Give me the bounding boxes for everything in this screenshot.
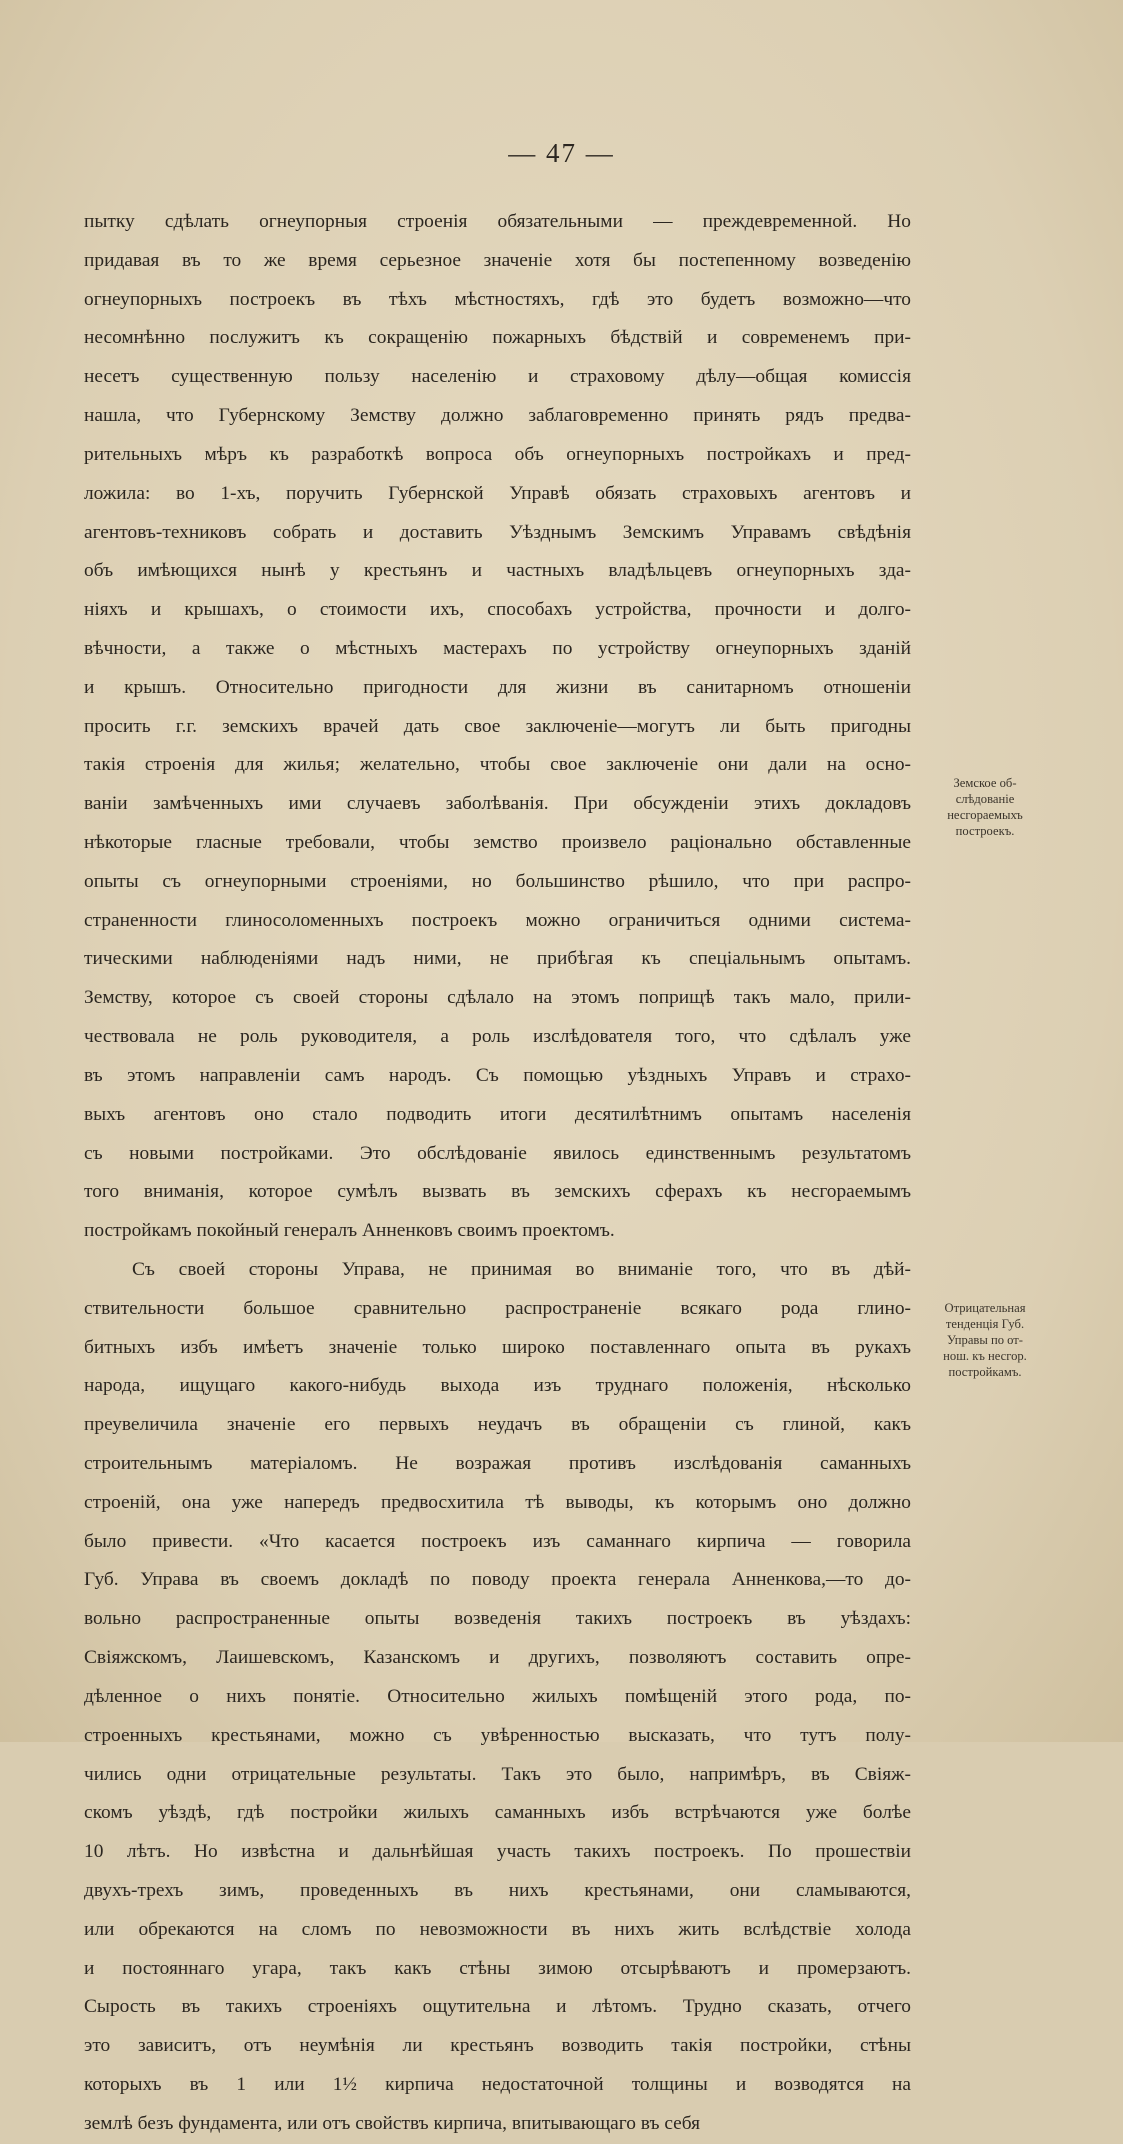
text-line: Сырость въ такихъ строеніяхъ ощутительна и лѣтомъ. Трудно сказать, отчего (84, 1996, 911, 2018)
marginal-note-line: построекъ. (955, 824, 1015, 838)
text-line: чились одни отрицательные результаты. Такъ это было, напримѣръ, въ Свіяж- (84, 1763, 911, 1785)
text-line: пытку сдѣлать огнеупорныя строенія обязательными — преждевременной. Но (84, 211, 911, 232)
text-line: битныхъ избъ имѣетъ значеніе только широко поставленнаго опыта въ рукахъ (84, 1336, 911, 1358)
text-line: рительныхъ мѣръ къ разработкѣ вопроса объ огнеупорныхъ постройкахъ и пред- (84, 443, 911, 465)
marginal-note-line: постройкамъ. (948, 1365, 1022, 1379)
marginal-note-line: тенденція Губ. (945, 1317, 1025, 1331)
text-line: было привести. «Что касается построекъ изъ саманнаго кирпича — говорила (84, 1530, 911, 1552)
text-line: огнеупорныхъ построекъ въ тѣхъ мѣстностяхъ, гдѣ это будетъ возможно—что (84, 288, 911, 310)
text-line: Съ своей стороны Управа, не принимая во вниманіе того, что въ дѣй- (132, 1258, 911, 1280)
text-line: съ новыми постройками. Это обслѣдованіе явилось единственнымъ результатомъ (84, 1142, 911, 1164)
text-line: ложила: во 1-хъ, поручить Губернской Управѣ обязать страховыхъ агентовъ и (84, 482, 911, 504)
text-line: скомъ уѣздѣ, гдѣ постройки жилыхъ саманныхъ избъ встрѣчаются уже болѣе (84, 1802, 911, 1824)
marginal-note-negative-tendency (920, 1300, 1050, 1380)
text-line: и постояннаго угара, такъ какъ стѣны зимою отсырѣваютъ и промерзаютъ. (84, 1957, 911, 1979)
text-line: такія строенія для жилья; желательно, чтобы свое заключеніе они дали на осно- (84, 754, 911, 776)
marginal-note-line: слѣдованіе (955, 792, 1015, 806)
text-line: ніяхъ и крышахъ, о стоимости ихъ, способахъ устройства, прочности и долго- (84, 599, 911, 621)
text-line: вольно распространенные опыты возведенія такихъ построекъ въ уѣздахъ: (84, 1608, 911, 1630)
page-number: — 47 — (508, 138, 615, 168)
text-line: которыхъ въ 1 или 1½ кирпича недостаточной толщины и возводятся на (84, 2074, 911, 2095)
marginal-note-survey (920, 775, 1050, 839)
text-line: Губ. Управа въ своемъ докладѣ по поводу проекта генерала Анненкова,—то до- (84, 1569, 911, 1591)
marginal-note-line: Земское об- (953, 776, 1017, 790)
text-line: ствительности большое сравнительно распространеніе всякаго рода глино- (84, 1297, 911, 1319)
text-line: ваніи замѣченныхъ ими случаевъ заболѣванія. При обсужденіи этихъ докладовъ (84, 793, 911, 815)
text-line: выхъ агентовъ оно стало подводить итоги десятилѣтнимъ опытамъ населенія (84, 1103, 911, 1125)
text-line: постройкамъ покойный генералъ Анненковъ своимъ проектомъ. (84, 1220, 615, 1242)
text-line: агентовъ-техниковъ собрать и доставить Уѣзднымъ Земскимъ Управамъ свѣдѣнія (84, 521, 911, 543)
text-line: двухъ-трехъ зимъ, проведенныхъ въ нихъ крестьянами, они сламываются, (84, 1879, 911, 1901)
text-line: несомнѣнно послужитъ къ сокращенію пожарныхъ бѣдствій и современемъ при- (84, 327, 911, 349)
text-line: строенныхъ крестьянами, можно съ увѣренностью высказать, что тутъ полу- (84, 1724, 911, 1746)
text-line: дѣленное о нихъ понятіе. Относительно жилыхъ помѣщеній этого рода, по- (84, 1685, 911, 1707)
text-line: чествовала не роль руководителя, а роль изслѣдователя того, что сдѣлалъ уже (84, 1026, 911, 1048)
text-line: страненности глиносоломенныхъ построекъ можно ограничиться одними система- (84, 909, 911, 931)
marginal-note-line: Управы по от- (946, 1333, 1023, 1347)
text-line: народа, ищущаго какого-нибудь выхода изъ труднаго положенія, нѣсколько (84, 1375, 911, 1397)
text-line: или обрекаются на сломъ по невозможности въ нихъ жить вслѣдствіе холода (84, 1918, 911, 1940)
text-line: строеній, она уже напередъ предвосхитила тѣ выводы, къ которымъ оно должно (84, 1491, 911, 1513)
text-line: это зависитъ, отъ неумѣнія ли крестьянъ возводить такія постройки, стѣны (84, 2035, 911, 2057)
marginal-note-line: нош. къ несгор. (943, 1349, 1027, 1363)
text-line: тическими наблюденіями надъ ними, не прибѣгая къ спеціальнымъ опытамъ. (84, 948, 911, 970)
text-line: придавая въ то же время серьезное значеніе хотя бы постепенному возведенію (84, 249, 911, 271)
marginal-note-line: Отрицательная (944, 1301, 1026, 1315)
body-text (84, 203, 911, 2144)
text-line: вѣчности, а также о мѣстныхъ мастерахъ по устройству огнеупорныхъ зданій (84, 637, 911, 659)
text-line: Земству, которое съ своей стороны сдѣлало на этомъ поприщѣ такъ мало, прили- (84, 987, 911, 1009)
text-line: преувеличила значеніе его первыхъ неудачъ въ обращеніи съ глиной, какъ (84, 1414, 911, 1436)
text-line: и крышъ. Относительно пригодности для жизни въ санитарномъ отношеніи (84, 676, 911, 698)
marginal-note-line: несгораемыхъ (947, 808, 1023, 822)
text-line: въ этомъ направленіи самъ народъ. Съ помощью уѣздныхъ Управъ и страхо- (84, 1064, 911, 1086)
text-line: нѣкоторые гласные требовали, чтобы земство произвело раціонально обставленные (84, 832, 911, 853)
text-line: опыты съ огнеупорными строеніями, но большинство рѣшило, что при распро- (84, 870, 911, 892)
text-line: несетъ существенную пользу населенію и страховому дѣлу—общая комиссія (84, 366, 911, 388)
text-line: нашла, что Губернскому Земству должно заблаговременно принять рядъ предва- (84, 405, 911, 427)
text-line: строительнымъ матеріаломъ. Не возражая противъ изслѣдованія саманныхъ (84, 1453, 911, 1474)
text-line: 10 лѣтъ. Но извѣстна и дальнѣйшая участь такихъ построекъ. По прошествіи (84, 1841, 911, 1863)
text-line: Свіяжскомъ, Лаишевскомъ, Казанскомъ и другихъ, позволяютъ составить опре- (84, 1647, 911, 1669)
text-line: просить г.г. земскихъ врачей дать свое заключеніе—могутъ ли быть пригодны (84, 715, 911, 737)
text-line: объ имѣющихся нынѣ у крестьянъ и частныхъ владѣльцевъ огнеупорныхъ зда- (84, 560, 911, 582)
text-line: того вниманія, которое сумѣлъ вызвать въ земскихъ сферахъ къ несгораемымъ (84, 1181, 911, 1203)
text-line: землѣ безъ фундамента, или отъ свойствъ кирпича, впитывающаго въ себя (84, 2112, 701, 2134)
